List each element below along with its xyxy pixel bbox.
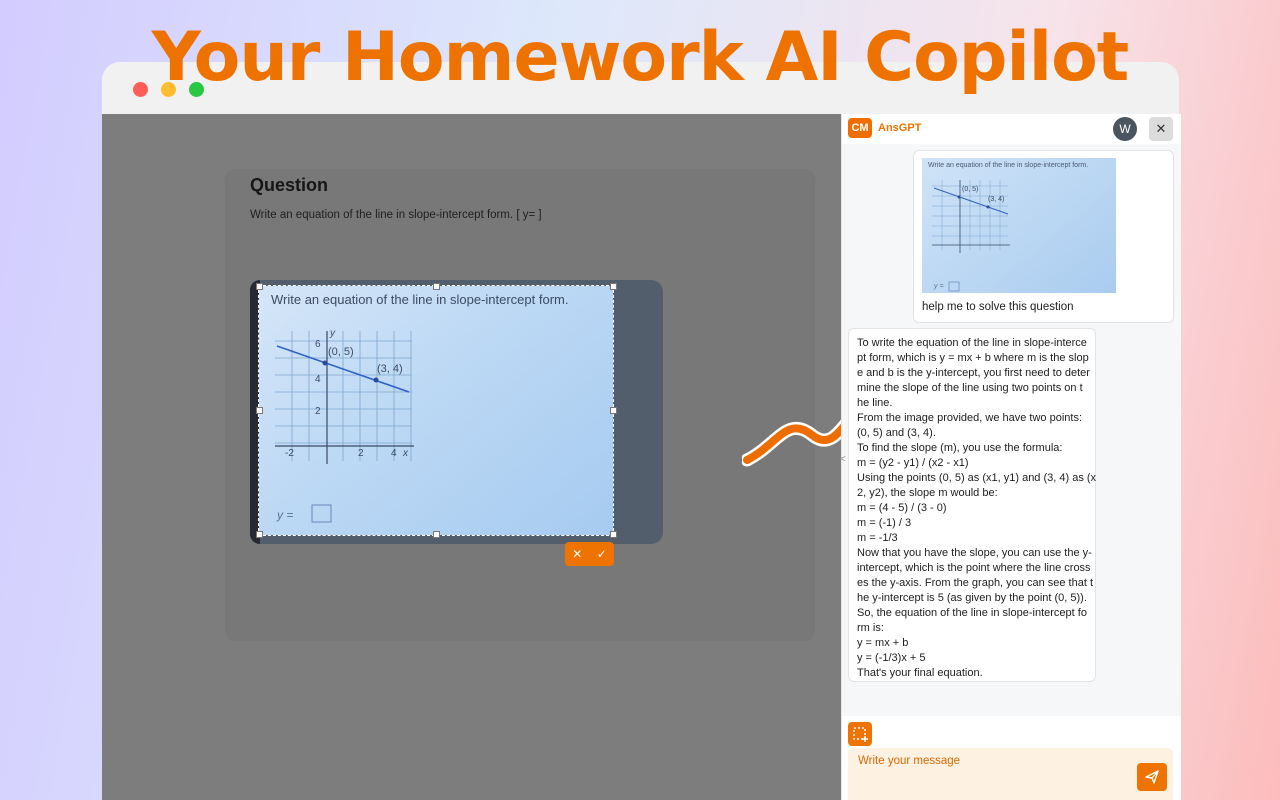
crop-select-icon [848, 722, 872, 746]
page-overlay [102, 114, 841, 800]
photo-prompt: Write an equation of the line in slope-intercept form. [271, 292, 569, 307]
crop-handle-b[interactable] [433, 531, 440, 538]
assistant-message-line: he y-intercept is 5 (as given by the point (0, 5)). [857, 592, 1087, 604]
assistant-message-line: pt form, which is y = mx + b where m is the slop [857, 352, 1089, 364]
assistant-message-line: m = -1/3 [857, 532, 898, 544]
thumbnail-point-b: (3, 4) [988, 196, 1005, 203]
close-panel-button[interactable]: ✕ [1149, 117, 1173, 141]
assistant-panel [841, 114, 1181, 800]
photo-answer-label: y = [277, 508, 294, 522]
composer [842, 716, 1181, 800]
crop-cancel-button[interactable]: ✕ [572, 547, 583, 561]
chat-area[interactable] [842, 144, 1181, 716]
question-title: Question [250, 175, 329, 195]
assistant-message-line: he line. [857, 397, 893, 409]
photo-tick-4: 4 [315, 374, 321, 385]
send-icon [1137, 763, 1167, 791]
photo-graph [259, 286, 613, 535]
crop-handle-tr[interactable] [610, 283, 617, 290]
assistant-message-line: y = (-1/3)x + 5 [857, 652, 926, 664]
photo-tick-6: 6 [315, 339, 321, 350]
assistant-message-line: m = (4 - 5) / (3 - 0) [857, 502, 947, 514]
thumbnail-prompt: Write an equation of the line in slope-intercept form. [928, 162, 1089, 169]
crop-handle-bl[interactable] [256, 531, 263, 538]
question-text: Write an equation of the line in slope-intercept form. [ y= ] [250, 209, 542, 221]
assistant-message-line: 2, y2), the slope m would be: [857, 487, 998, 499]
crop-confirm-button[interactable]: ✓ [596, 547, 607, 561]
assistant-message-bubble [848, 328, 1096, 682]
assistant-message-line: (0, 5) and (3, 4). [857, 427, 936, 439]
assistant-message-line: es the y-axis. From the graph, you can see that t [857, 577, 1094, 589]
assistant-message-line: intercept, which is the point where the line cross [857, 562, 1091, 574]
panel-header [842, 114, 1181, 144]
assistant-message-line: e and b is the y-intercept, you first need to deter [857, 367, 1090, 379]
crop-handle-tl[interactable] [256, 283, 263, 290]
assistant-message-line: Using the points (0, 5) as (x1, y1) and (3, 4) as (x [857, 472, 1097, 484]
photo-tick-2: 2 [315, 406, 321, 417]
assistant-message-line: So, the equation of the line in slope-intercept fo [857, 607, 1087, 619]
photo-tick-x4: 4 [391, 448, 397, 459]
user-message-bubble [913, 150, 1174, 323]
message-input[interactable] [856, 754, 1130, 768]
assistant-message-line: m = (-1) / 3 [857, 517, 912, 529]
assistant-message-line: From the image provided, we have two points: [857, 412, 1083, 424]
crop-actions [565, 542, 614, 566]
assistant-message-line: Now that you have the slope, you can use the y- [857, 547, 1092, 559]
crop-handle-r[interactable] [610, 407, 617, 414]
thumbnail-answer-label: y = [934, 283, 944, 290]
thumbnail-point-a: (0, 5) [962, 186, 979, 193]
send-button[interactable] [1137, 763, 1167, 791]
photo-point-b: (3, 4) [377, 363, 403, 375]
assistant-message-line: To find the slope (m), you use the formula: [857, 442, 1063, 454]
attached-image-thumbnail[interactable] [922, 158, 1116, 293]
message-box [848, 748, 1173, 800]
assistant-message-line: m = (y2 - y1) / (x2 - x1) [857, 457, 969, 469]
assistant-message-line: rm is: [857, 622, 884, 634]
photo-axis-y: y [330, 328, 335, 339]
crop-handle-br[interactable] [610, 531, 617, 538]
assistant-message-line: That's your final equation. [857, 667, 983, 679]
assistant-message-line: To write the equation of the line in slope-interce [857, 337, 1087, 349]
user-message-text: help me to solve this question [922, 301, 1074, 313]
brand-logo: CM [848, 118, 872, 138]
photo-tick-x2: 2 [358, 448, 364, 459]
photo-point-a: (0, 5) [328, 346, 354, 358]
crop-handle-l[interactable] [256, 407, 263, 414]
photo-tick-neg2: -2 [285, 448, 294, 459]
thumbnail-graph [922, 158, 1116, 293]
crop-selection[interactable] [259, 286, 613, 535]
crop-handle-t[interactable] [433, 283, 440, 290]
collapse-panel-handle[interactable]: < [840, 454, 846, 465]
assistant-message-line: y = mx + b [857, 637, 909, 649]
user-avatar[interactable]: W [1113, 117, 1137, 141]
screenshot-button[interactable] [848, 722, 872, 746]
assistant-message-text [857, 336, 1099, 681]
brand-name: AnsGPT [878, 122, 922, 134]
assistant-message-line: mine the slope of the line using two points on t [857, 382, 1083, 394]
photo-axis-x: x [403, 448, 408, 459]
headline: Your Homework AI Copilot [151, 18, 1129, 97]
